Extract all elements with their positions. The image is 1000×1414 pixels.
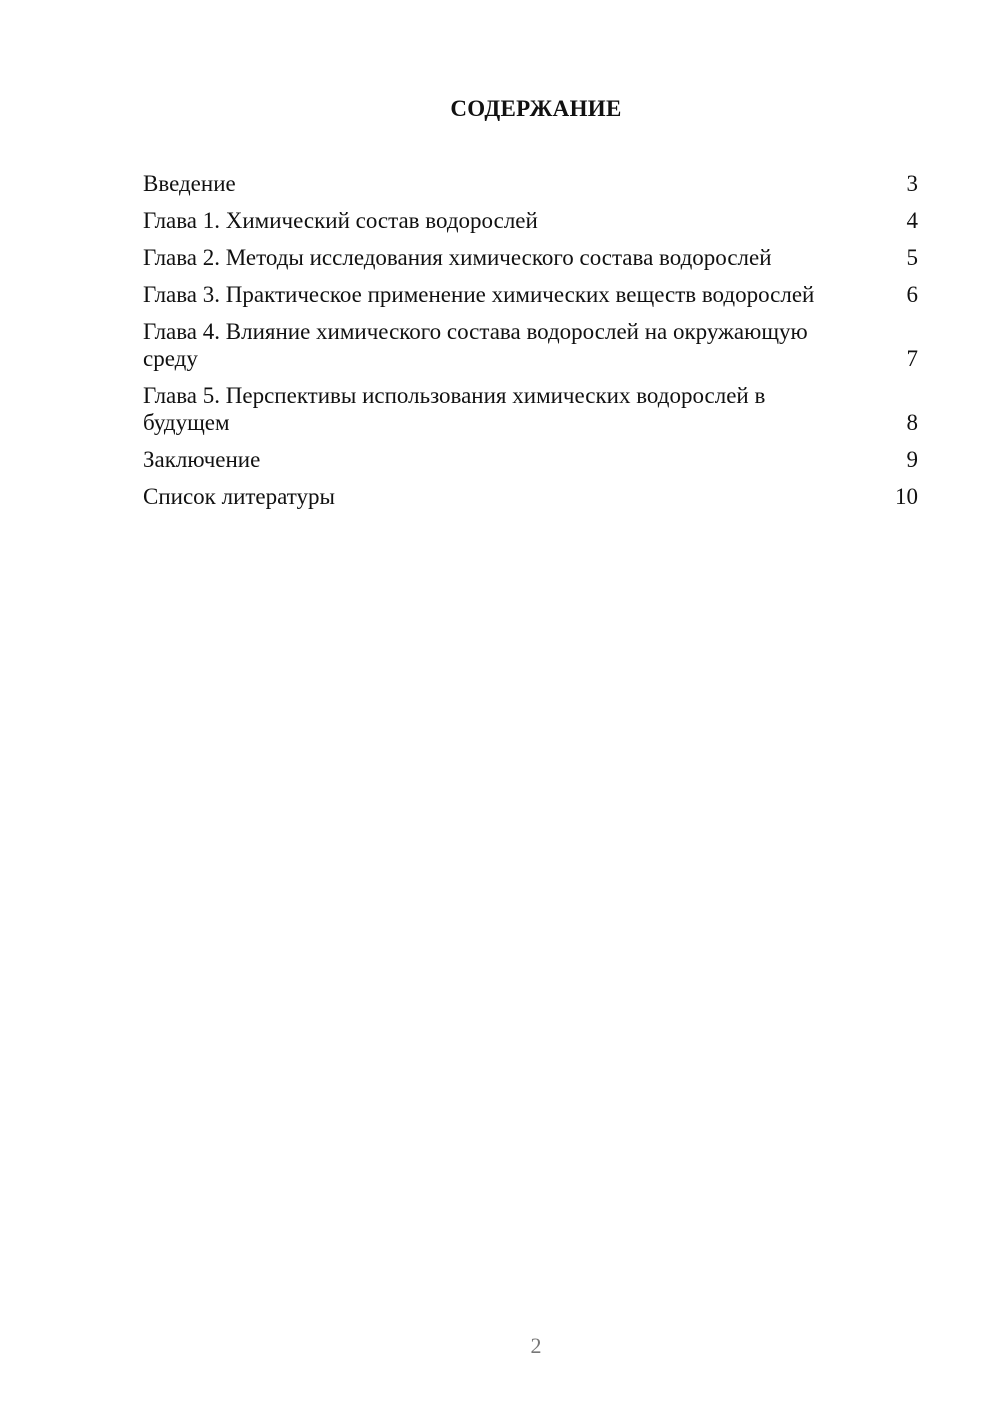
toc-entry-page: 7 bbox=[906, 346, 918, 371]
toc-entry-chapter-3[interactable] bbox=[143, 281, 918, 308]
toc-entry-label: Глава 3. Практическое применение химических веществ водорослей bbox=[143, 282, 815, 307]
toc-entry-page: 5 bbox=[906, 245, 918, 270]
toc-entry-chapter-5[interactable] bbox=[143, 382, 918, 436]
toc-entry-label: Глава 4. Влияние химического состава водорослей на окружающую среду bbox=[143, 319, 808, 371]
toc-entry-label: Введение bbox=[143, 171, 236, 196]
toc-entry-references[interactable] bbox=[143, 483, 918, 510]
toc-entry-page: 4 bbox=[906, 208, 918, 233]
toc-entry-page: 3 bbox=[906, 171, 918, 196]
toc-entry-label: Глава 5. Перспективы использования химических водорослей в будущем bbox=[143, 383, 766, 435]
page-number: 2 bbox=[530, 1333, 542, 1358]
toc-entry-chapter-1[interactable] bbox=[143, 207, 918, 234]
toc-entry-label: Глава 2. Методы исследования химического состава водорослей bbox=[143, 245, 772, 270]
toc-entry-conclusion[interactable] bbox=[143, 446, 918, 473]
toc-entry-label: Глава 1. Химический состав водорослей bbox=[143, 208, 538, 233]
toc-entry-page: 8 bbox=[906, 410, 918, 435]
toc-entry-page: 9 bbox=[906, 447, 918, 472]
toc-entry-chapter-4[interactable] bbox=[143, 318, 918, 372]
toc-title: СОДЕРЖАНИЕ bbox=[450, 96, 622, 121]
toc-entry-label: Список литературы bbox=[143, 484, 335, 509]
toc-entry-label: Заключение bbox=[143, 447, 261, 472]
toc-entry-introduction[interactable] bbox=[143, 170, 918, 197]
toc-list bbox=[143, 170, 918, 520]
toc-entry-chapter-2[interactable] bbox=[143, 244, 918, 271]
toc-entry-page: 10 bbox=[895, 484, 918, 509]
toc-entry-page: 6 bbox=[906, 282, 918, 307]
